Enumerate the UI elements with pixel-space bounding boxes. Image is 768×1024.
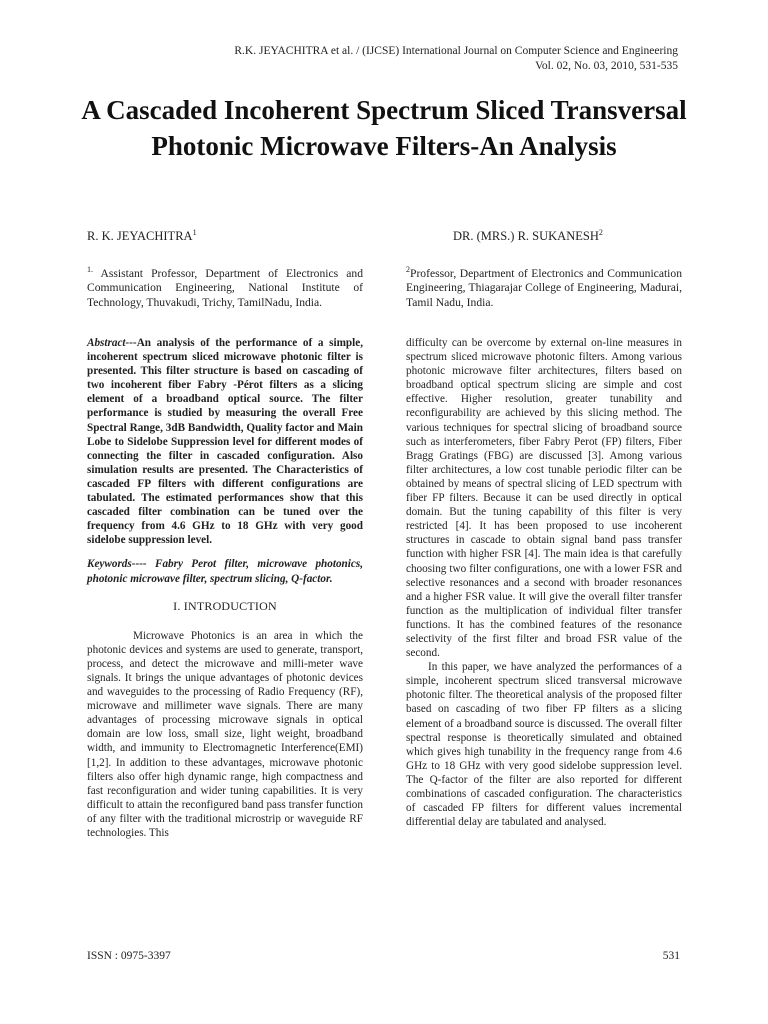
affiliation-1-text: Assistant Professor, Department of Electronics and Communication Engineering, National Institute of Technology, Thuvakudi, Trichy, TamilNadu, India. — [87, 266, 363, 309]
left-column — [87, 336, 363, 840]
author-2-name: DR. (MRS.) R. SUKANESH — [453, 229, 599, 244]
author-2-superscript: 2 — [598, 228, 603, 237]
intro-paragraph-3: In this paper, we have analyzed the performances of a simple, incoherent spectrum sliced transversal microwave photonic filter. The theoretical analysis of the proposed filter based on cascading of two fiber FP filters as a slicing element of a broadband source is discussed. The overall filter spectral response is theoretically simulated and obtained which gives high tunability in the frequency range from 4.6 GHz to 18 GHz with very good sidelobe suppression level. The Q-factor of the filter are also reported for different combinations of cascaded configuration. The characteristics of cascaded FP filters for different values incremental differential delay are tabulated and analysed. — [406, 661, 682, 829]
page-number: 531 — [662, 950, 680, 962]
keywords: Keywords---- Fabry Perot filter, microwave photonics, photonic microwave filter, spectrum slicing, Q-factor. — [87, 558, 363, 585]
journal-citation: R.K. JEYACHITRA et al. / (IJCSE) International Journal on Computer Science and Engineering — [234, 45, 678, 57]
affiliation-2 — [406, 263, 682, 310]
abstract — [87, 336, 363, 547]
intro-paragraph-2: difficulty can be overcome by external on-line measures in spectrum sliced microwave photonic filters. Among various photonic microwave filter architectures, filters based on broadband optical spectrum slicing are simple and cost effective. Higher resolution, greater tunability and reconfigurability are achieved by this slicing method. The various techniques for spectral slicing of broadband source such as interferometers, fiber Fabry Perot (FP) filters, Fiber Bragg Gratings (FBG) are discussed [3]. Among various filter architectures, a low cost tunable periodic filter can be obtained by means of spectral slicing of LED spectrum with fiber FP filters. Because it can be used directly in optical domain. But the tuning capability of this filter is very restricted [4]. It has been proposed to use incoherent structures in cascade to obtain signal band pass transfer function with higher FSR [4]. The main idea is that carefully choosing two filter configurations, one with a lower FSR and selective resonances and a second with broader resonances and a higher FSR value. It will give the overall filter transfer function as the multiplication of individual filter transfer functions. It has the combined features of the resonance selectivity of the first filter and broad FSR value of the second. — [406, 337, 682, 660]
paper-title: A Cascaded Incoherent Spectrum Sliced Transversal Photonic Microwave Filters-An Analysis — [81, 95, 687, 161]
affiliation-1-superscript: 1. — [87, 265, 93, 274]
right-column — [406, 336, 682, 829]
abstract-text: An analysis of the performance of a simple, incoherent spectrum sliced microwave photonic filter is presented. This filter structure is based on cascading of two incoherent fiber Fabry -Pérot filters as a slicing element of a broadband optical source. The filter performance is studied by measuring the overall Free Spectral Range, 3dB Bandwidth, Quality factor and Main Lobe to Sidelobe Suppression level for different modes of connecting the filter in cascaded configuration. Also simulation results are presented. The Characteristics of cascaded FP filters with different configurations are tabulated. The estimated performances show that this cascaded filter combination can be tuned over the frequency from 4.6 GHz to 18 GHz with very good sidelobe suppression level. — [87, 337, 363, 547]
affiliation-1 — [87, 263, 363, 310]
author-1-superscript: 1 — [192, 228, 197, 237]
author-1-name: R. K. JEYACHITRA — [87, 229, 193, 244]
affiliation-2-superscript: 2 — [406, 265, 410, 274]
running-header — [234, 44, 678, 74]
author-1 — [87, 228, 197, 244]
intro-paragraph-1: Microwave Photonics is an area in which the photonic devices and systems are used to generate, transport, process, and detect the microwave and milli-meter wave signals. It brings the unique advantages of photonic devices and waveguides to the processing of Radio Frequency (RF), microwave and millimeter wave signals. There are many advantages of processing microwave signals in optical domain are low loss, small size, light weight, broadband width, and immunity to Electromagnetic Interference(EMI) [1,2]. In addition to these advantages, microwave photonic filters also offer high dynamic range, high compactness and fast reconfiguration and wider tuning capabilities. It is very difficult to attain the reconfigured band pass transfer function of any filter with the traditional microstrip or waveguide RF technologies. This — [87, 629, 363, 839]
affiliation-2-text: Professor, Department of Electronics and Communication Engineering, Thiagarajar College of Engineering, Madurai, Tamil Nadu, India. — [406, 266, 682, 309]
section-heading-introduction: I. INTRODUCTION — [173, 598, 277, 613]
footer-issn: ISSN : 0975-3397 — [87, 950, 171, 962]
volume-info: Vol. 02, No. 03, 2010, 531-535 — [535, 60, 678, 72]
author-2 — [453, 228, 603, 244]
abstract-lead: Abstract--- — [87, 337, 137, 349]
